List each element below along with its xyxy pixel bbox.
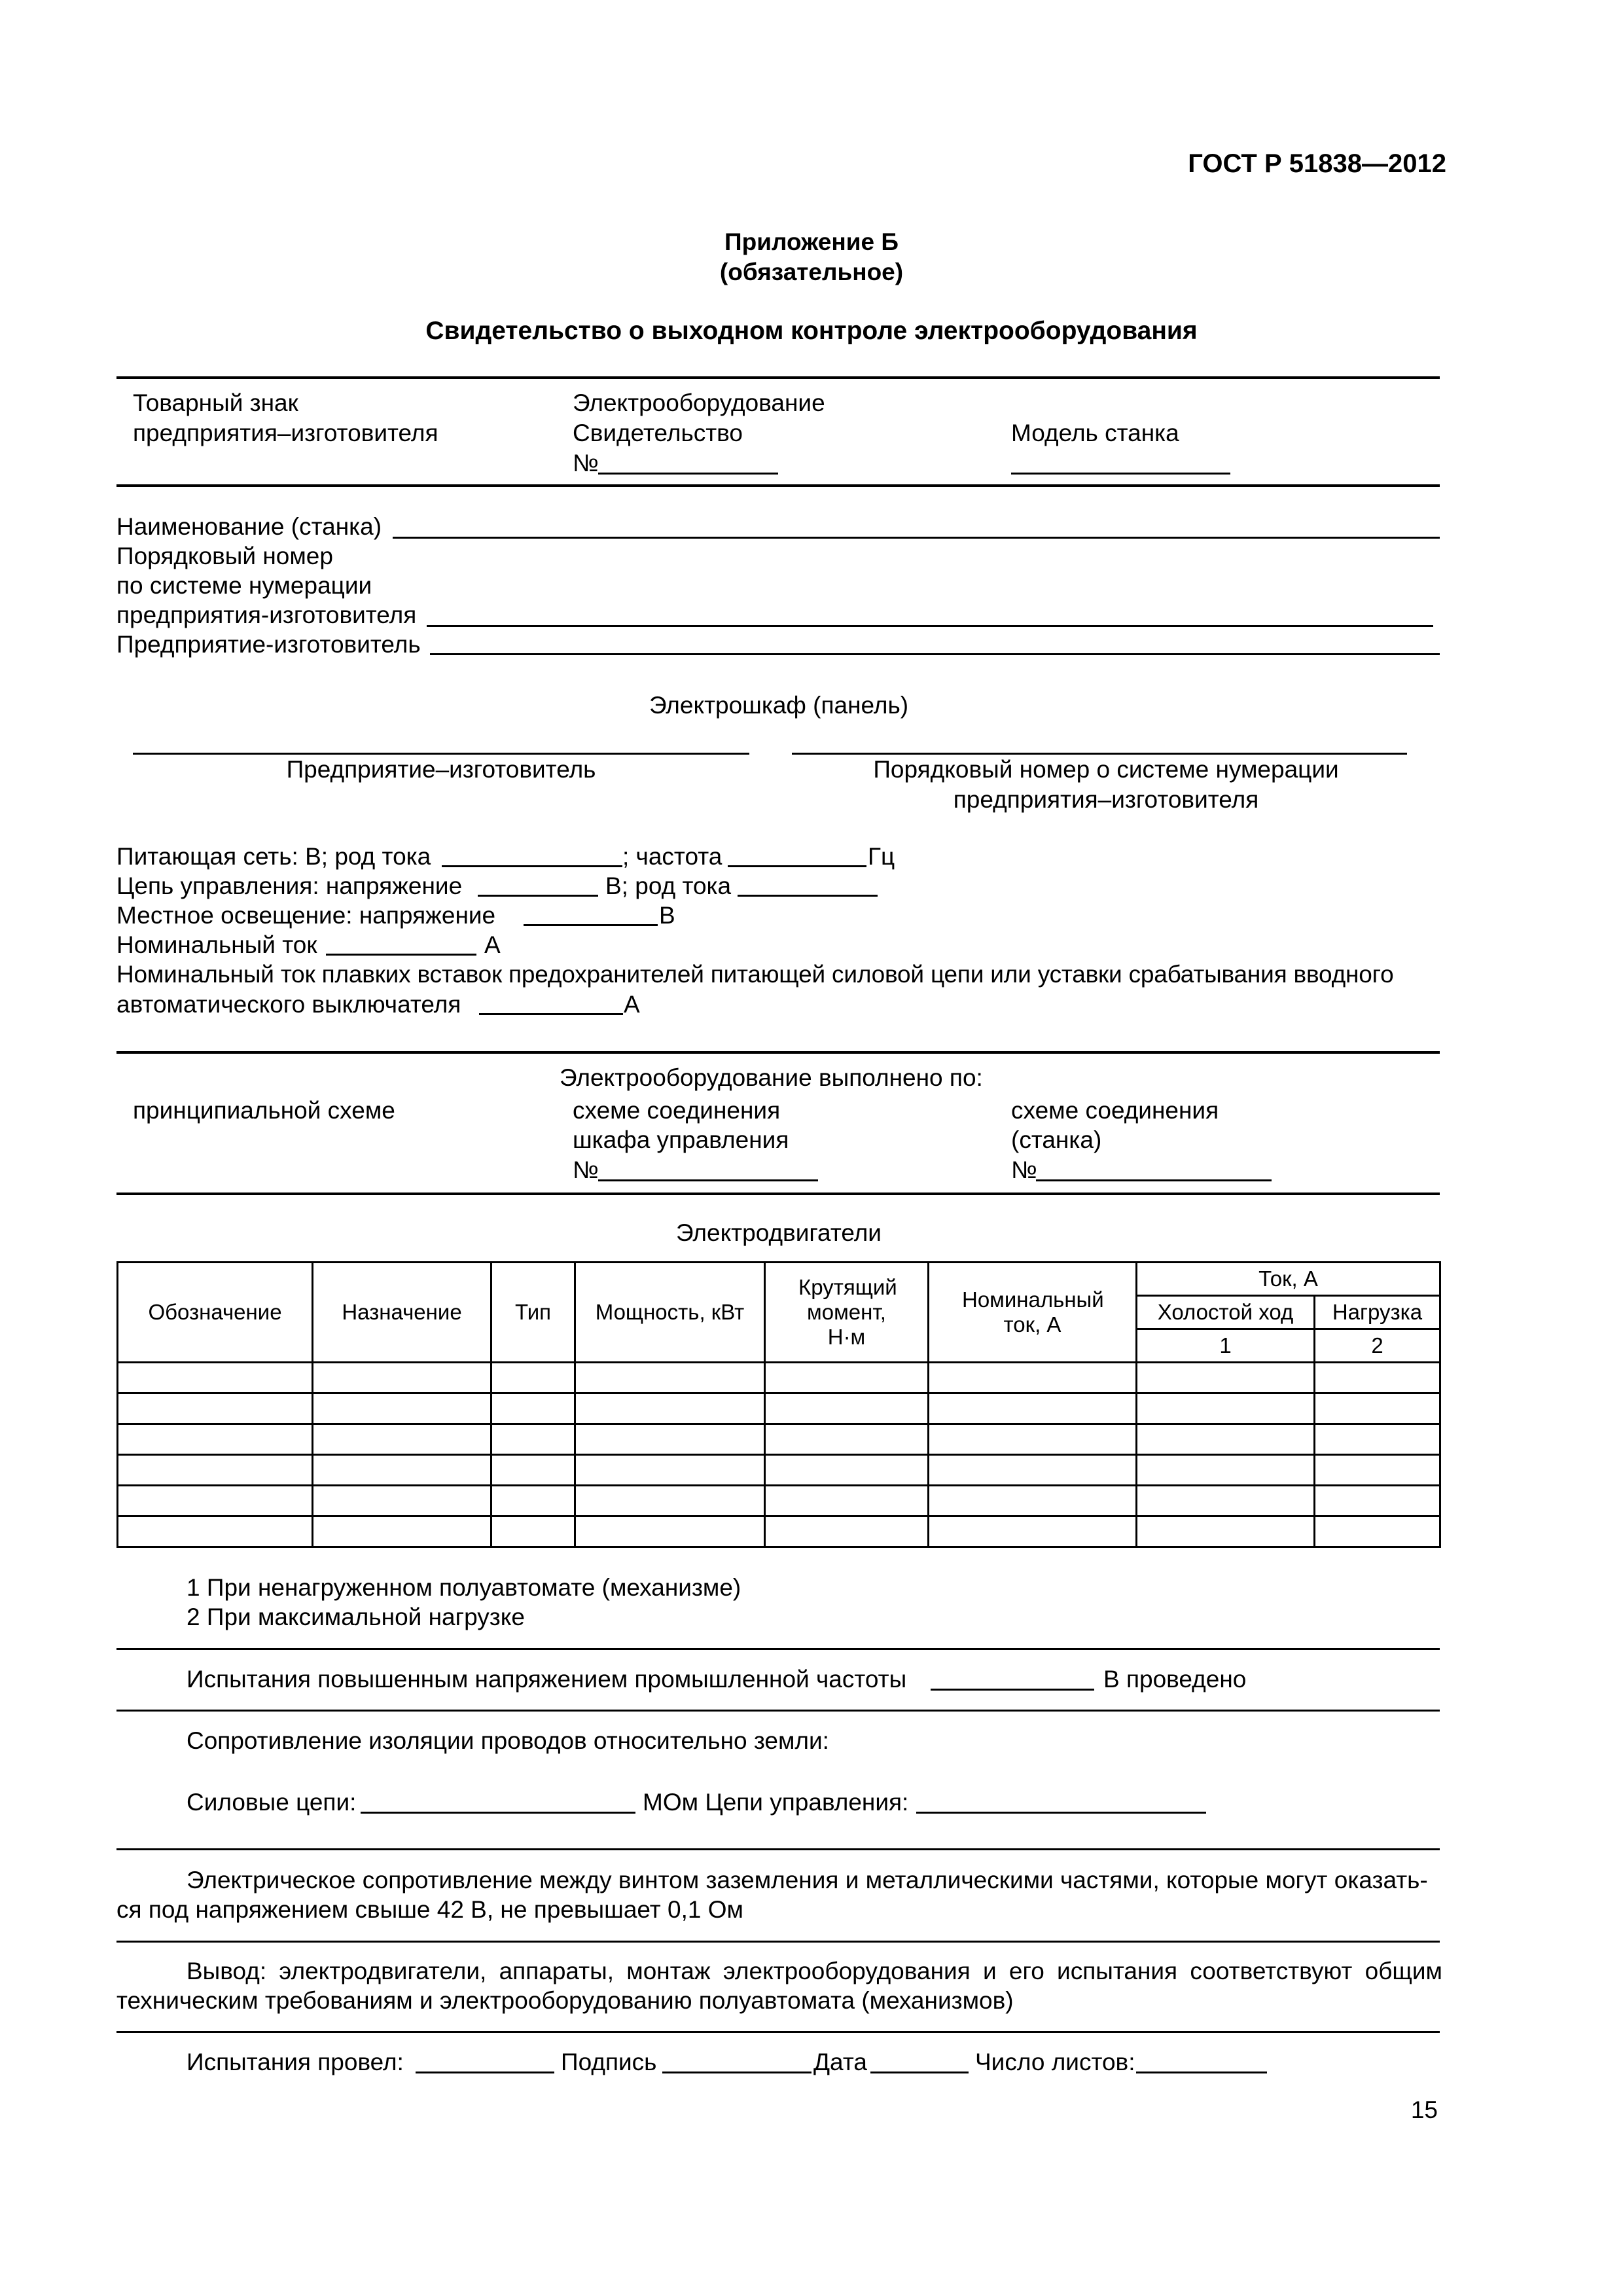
note-1: 1 При ненагруженном полуавтомате (механизме): [187, 1574, 741, 1601]
machine-scheme-label-1: схеме соединения: [1011, 1097, 1219, 1124]
lighting-volt-unit: В: [659, 902, 675, 929]
table-cell[interactable]: [1315, 1363, 1440, 1393]
divider: [116, 1051, 1440, 1054]
cabinet-maker-caption: Предприятие–изготовитель: [286, 756, 596, 783]
divider: [116, 1848, 1440, 1850]
fuse-label-2: автоматического выключателя: [116, 991, 461, 1018]
table-cell[interactable]: [118, 1516, 313, 1547]
sheets-label: Число листов:: [975, 2049, 1135, 2075]
table-cell[interactable]: [1137, 1363, 1315, 1393]
hv-test-label: Испытания повышенным напряжением промышленной частоты: [187, 1666, 907, 1693]
divider: [116, 376, 1440, 379]
table-row: [118, 1486, 1440, 1516]
certificate-label: Свидетельство: [573, 420, 743, 446]
divider: [116, 2031, 1440, 2033]
cabinet-serial-caption-1: Порядковый номер о системе нумерации: [873, 756, 1339, 783]
principal-scheme-label: принципиальной схеме: [133, 1097, 395, 1124]
standard-number: ГОСТ Р 51838—2012: [1188, 149, 1446, 178]
maker-field[interactable]: [430, 653, 1440, 655]
control-current-label: В; род тока: [605, 872, 732, 899]
table-row: [118, 1393, 1440, 1424]
page-number: 15: [1410, 2096, 1438, 2123]
lighting-voltage-field[interactable]: [524, 924, 658, 926]
signature-field[interactable]: [662, 2072, 812, 2073]
nominal-current-field[interactable]: [326, 954, 476, 956]
model-field[interactable]: [1011, 473, 1230, 475]
power-circuits-label: Силовые цепи:: [187, 1789, 357, 1816]
current-group-header: Ток, А: [1137, 1263, 1440, 1296]
table-cell[interactable]: [1137, 1516, 1315, 1547]
table-cell[interactable]: [929, 1424, 1137, 1455]
column-header: Назначение: [313, 1263, 491, 1363]
cabinet-scheme-label-1: схеме соединения: [573, 1097, 781, 1124]
table-cell[interactable]: [575, 1516, 765, 1547]
column-header: Номинальный ток, А: [929, 1263, 1137, 1363]
date-field[interactable]: [870, 2072, 969, 2073]
motors-table: [116, 1261, 1441, 1548]
supply-current-type-field[interactable]: [442, 865, 622, 867]
table-cell[interactable]: [1315, 1486, 1440, 1516]
hv-test-field[interactable]: [931, 1689, 1094, 1691]
equipment-label: Электрооборудование: [573, 389, 825, 416]
table-cell[interactable]: [929, 1455, 1137, 1486]
fuse-label-1: Номинальный ток плавких вставок предохранителей питающей силовой цепи или уставки срабатывания вводного: [116, 961, 1394, 988]
table-cell[interactable]: [575, 1486, 765, 1516]
table-cell[interactable]: [118, 1393, 313, 1424]
table-row: [118, 1363, 1440, 1393]
divider: [116, 1710, 1440, 1712]
machine-scheme-label-2: (станка): [1011, 1126, 1102, 1153]
table-cell[interactable]: [118, 1363, 313, 1393]
executed-title: Электрооборудование выполнено по:: [560, 1064, 983, 1091]
table-cell[interactable]: [1137, 1424, 1315, 1455]
control-circuits-label: МОм Цепи управления:: [643, 1789, 909, 1816]
table-cell[interactable]: [491, 1455, 575, 1486]
load-header: Нагрузка: [1315, 1296, 1440, 1329]
conclusion-line-1: Вывод: электродвигатели, аппараты, монтаж электрооборудования и его испытания соответствуют общим: [187, 1958, 1442, 1984]
appendix-status: (обязательное): [719, 259, 904, 285]
table-cell[interactable]: [1137, 1455, 1315, 1486]
divider: [116, 1941, 1440, 1943]
idle-header: Холостой ход: [1137, 1296, 1315, 1329]
divider: [116, 484, 1440, 487]
table-cell[interactable]: [491, 1393, 575, 1424]
machine-name-label: Наименование (станка): [116, 513, 382, 540]
insulation-label: Сопротивление изоляции проводов относительно земли:: [187, 1727, 829, 1754]
table-cell[interactable]: [575, 1455, 765, 1486]
divider: [116, 1648, 1440, 1650]
model-label: Модель станка: [1011, 420, 1179, 446]
appendix-title: Приложение Б: [724, 228, 899, 255]
table-cell[interactable]: [118, 1424, 313, 1455]
table-cell[interactable]: [491, 1486, 575, 1516]
cabinet-title: Электрошкаф (панель): [649, 692, 909, 719]
table-cell[interactable]: [765, 1363, 929, 1393]
control-voltage-field[interactable]: [478, 895, 598, 897]
certificate-number-sign: №: [573, 450, 599, 476]
table-cell[interactable]: [313, 1455, 491, 1486]
supply-label: Питающая сеть: В; род тока: [116, 843, 431, 870]
trademark-label-2: предприятия–изготовителя: [133, 420, 438, 446]
serial-label-3: предприятия-изготовителя: [116, 601, 417, 628]
fuse-field[interactable]: [479, 1013, 623, 1015]
supply-frequency-label: ; частота: [622, 843, 722, 870]
table-cell[interactable]: [313, 1363, 491, 1393]
trademark-label: Товарный знак: [133, 389, 298, 416]
table-cell[interactable]: [575, 1424, 765, 1455]
table-cell[interactable]: [575, 1363, 765, 1393]
table-cell[interactable]: [491, 1516, 575, 1547]
divider: [116, 1193, 1440, 1195]
table-cell[interactable]: [1315, 1424, 1440, 1455]
nominal-current-label: Номинальный ток: [116, 931, 317, 958]
table-cell[interactable]: [575, 1393, 765, 1424]
column-header: Мощность, кВт: [575, 1263, 765, 1363]
table-cell[interactable]: [929, 1393, 1137, 1424]
control-voltage-label: Цепь управления: напряжение: [116, 872, 463, 899]
serial-label-2: по системе нумерации: [116, 572, 372, 599]
ground-resistance-line-2: ся под напряжением свыше 42 В, не превышает 0,1 Ом: [116, 1896, 743, 1923]
ground-resistance-line-1: Электрическое сопротивление между винтом заземления и металлическими частями, которые могут оказать-: [187, 1867, 1428, 1893]
table-row: [118, 1424, 1440, 1455]
table-cell[interactable]: [118, 1455, 313, 1486]
column-header: Обозначение: [118, 1263, 313, 1363]
control-current-type-field[interactable]: [738, 895, 878, 897]
table-cell[interactable]: [765, 1516, 929, 1547]
machine-name-field[interactable]: [393, 537, 1440, 539]
tester-label: Испытания провел:: [187, 2049, 404, 2075]
table-cell[interactable]: [1137, 1486, 1315, 1516]
lighting-voltage-label: Местное освещение: напряжение: [116, 902, 496, 929]
document-title: Свидетельство о выходном контроле электрооборудования: [425, 317, 1198, 345]
sheets-field[interactable]: [1136, 2072, 1267, 2073]
table-cell[interactable]: [929, 1363, 1137, 1393]
table-cell[interactable]: [118, 1486, 313, 1516]
tester-field[interactable]: [416, 2072, 554, 2073]
table-cell[interactable]: [491, 1363, 575, 1393]
load-note-number: 2: [1315, 1329, 1440, 1363]
supply-hz-label: Гц: [868, 843, 895, 870]
table-row: [118, 1455, 1440, 1486]
signature-label: Подпись: [561, 2049, 657, 2075]
control-circuits-field[interactable]: [916, 1812, 1206, 1814]
power-circuits-field[interactable]: [361, 1812, 635, 1814]
table-cell[interactable]: [765, 1393, 929, 1424]
idle-note-number: 1: [1137, 1329, 1315, 1363]
table-cell[interactable]: [765, 1424, 929, 1455]
note-2: 2 При максимальной нагрузке: [187, 1604, 525, 1630]
serial-field[interactable]: [427, 625, 1433, 627]
cabinet-scheme-number-field[interactable]: [598, 1179, 818, 1181]
serial-label-1: Порядковый номер: [116, 543, 333, 569]
machine-scheme-number-sign: №: [1011, 1157, 1037, 1183]
table-cell[interactable]: [1315, 1455, 1440, 1486]
column-header: Тип: [491, 1263, 575, 1363]
cabinet-scheme-number-sign: №: [573, 1157, 599, 1183]
table-cell[interactable]: [313, 1486, 491, 1516]
fuse-unit: А: [624, 991, 640, 1018]
table-cell[interactable]: [765, 1486, 929, 1516]
machine-scheme-number-field[interactable]: [1036, 1179, 1272, 1181]
cabinet-serial-caption-2: предприятия–изготовителя: [953, 786, 1259, 813]
conclusion-line-2: техническим требованиям и электрооборудованию полуавтомата (механизмов): [116, 1987, 1014, 2014]
table-cell[interactable]: [1315, 1516, 1440, 1547]
certificate-number-field[interactable]: [598, 473, 778, 475]
table-cell[interactable]: [929, 1516, 1137, 1547]
table-cell[interactable]: [491, 1424, 575, 1455]
table-cell[interactable]: [313, 1393, 491, 1424]
column-header: Крутящий момент, Н·м: [765, 1263, 929, 1363]
date-label: Дата: [813, 2049, 867, 2075]
table-row: [118, 1516, 1440, 1547]
nominal-current-unit: А: [484, 931, 501, 958]
table-cell[interactable]: [313, 1516, 491, 1547]
maker-label: Предприятие-изготовитель: [116, 631, 421, 658]
cabinet-scheme-label-2: шкафа управления: [573, 1126, 789, 1153]
table-cell[interactable]: [1137, 1393, 1315, 1424]
table-cell[interactable]: [313, 1424, 491, 1455]
hv-test-result: В проведено: [1103, 1666, 1247, 1693]
table-cell[interactable]: [765, 1455, 929, 1486]
table-cell[interactable]: [929, 1486, 1137, 1516]
table-cell[interactable]: [1315, 1393, 1440, 1424]
motors-title: Электродвигатели: [676, 1219, 882, 1246]
supply-frequency-field[interactable]: [728, 865, 866, 867]
